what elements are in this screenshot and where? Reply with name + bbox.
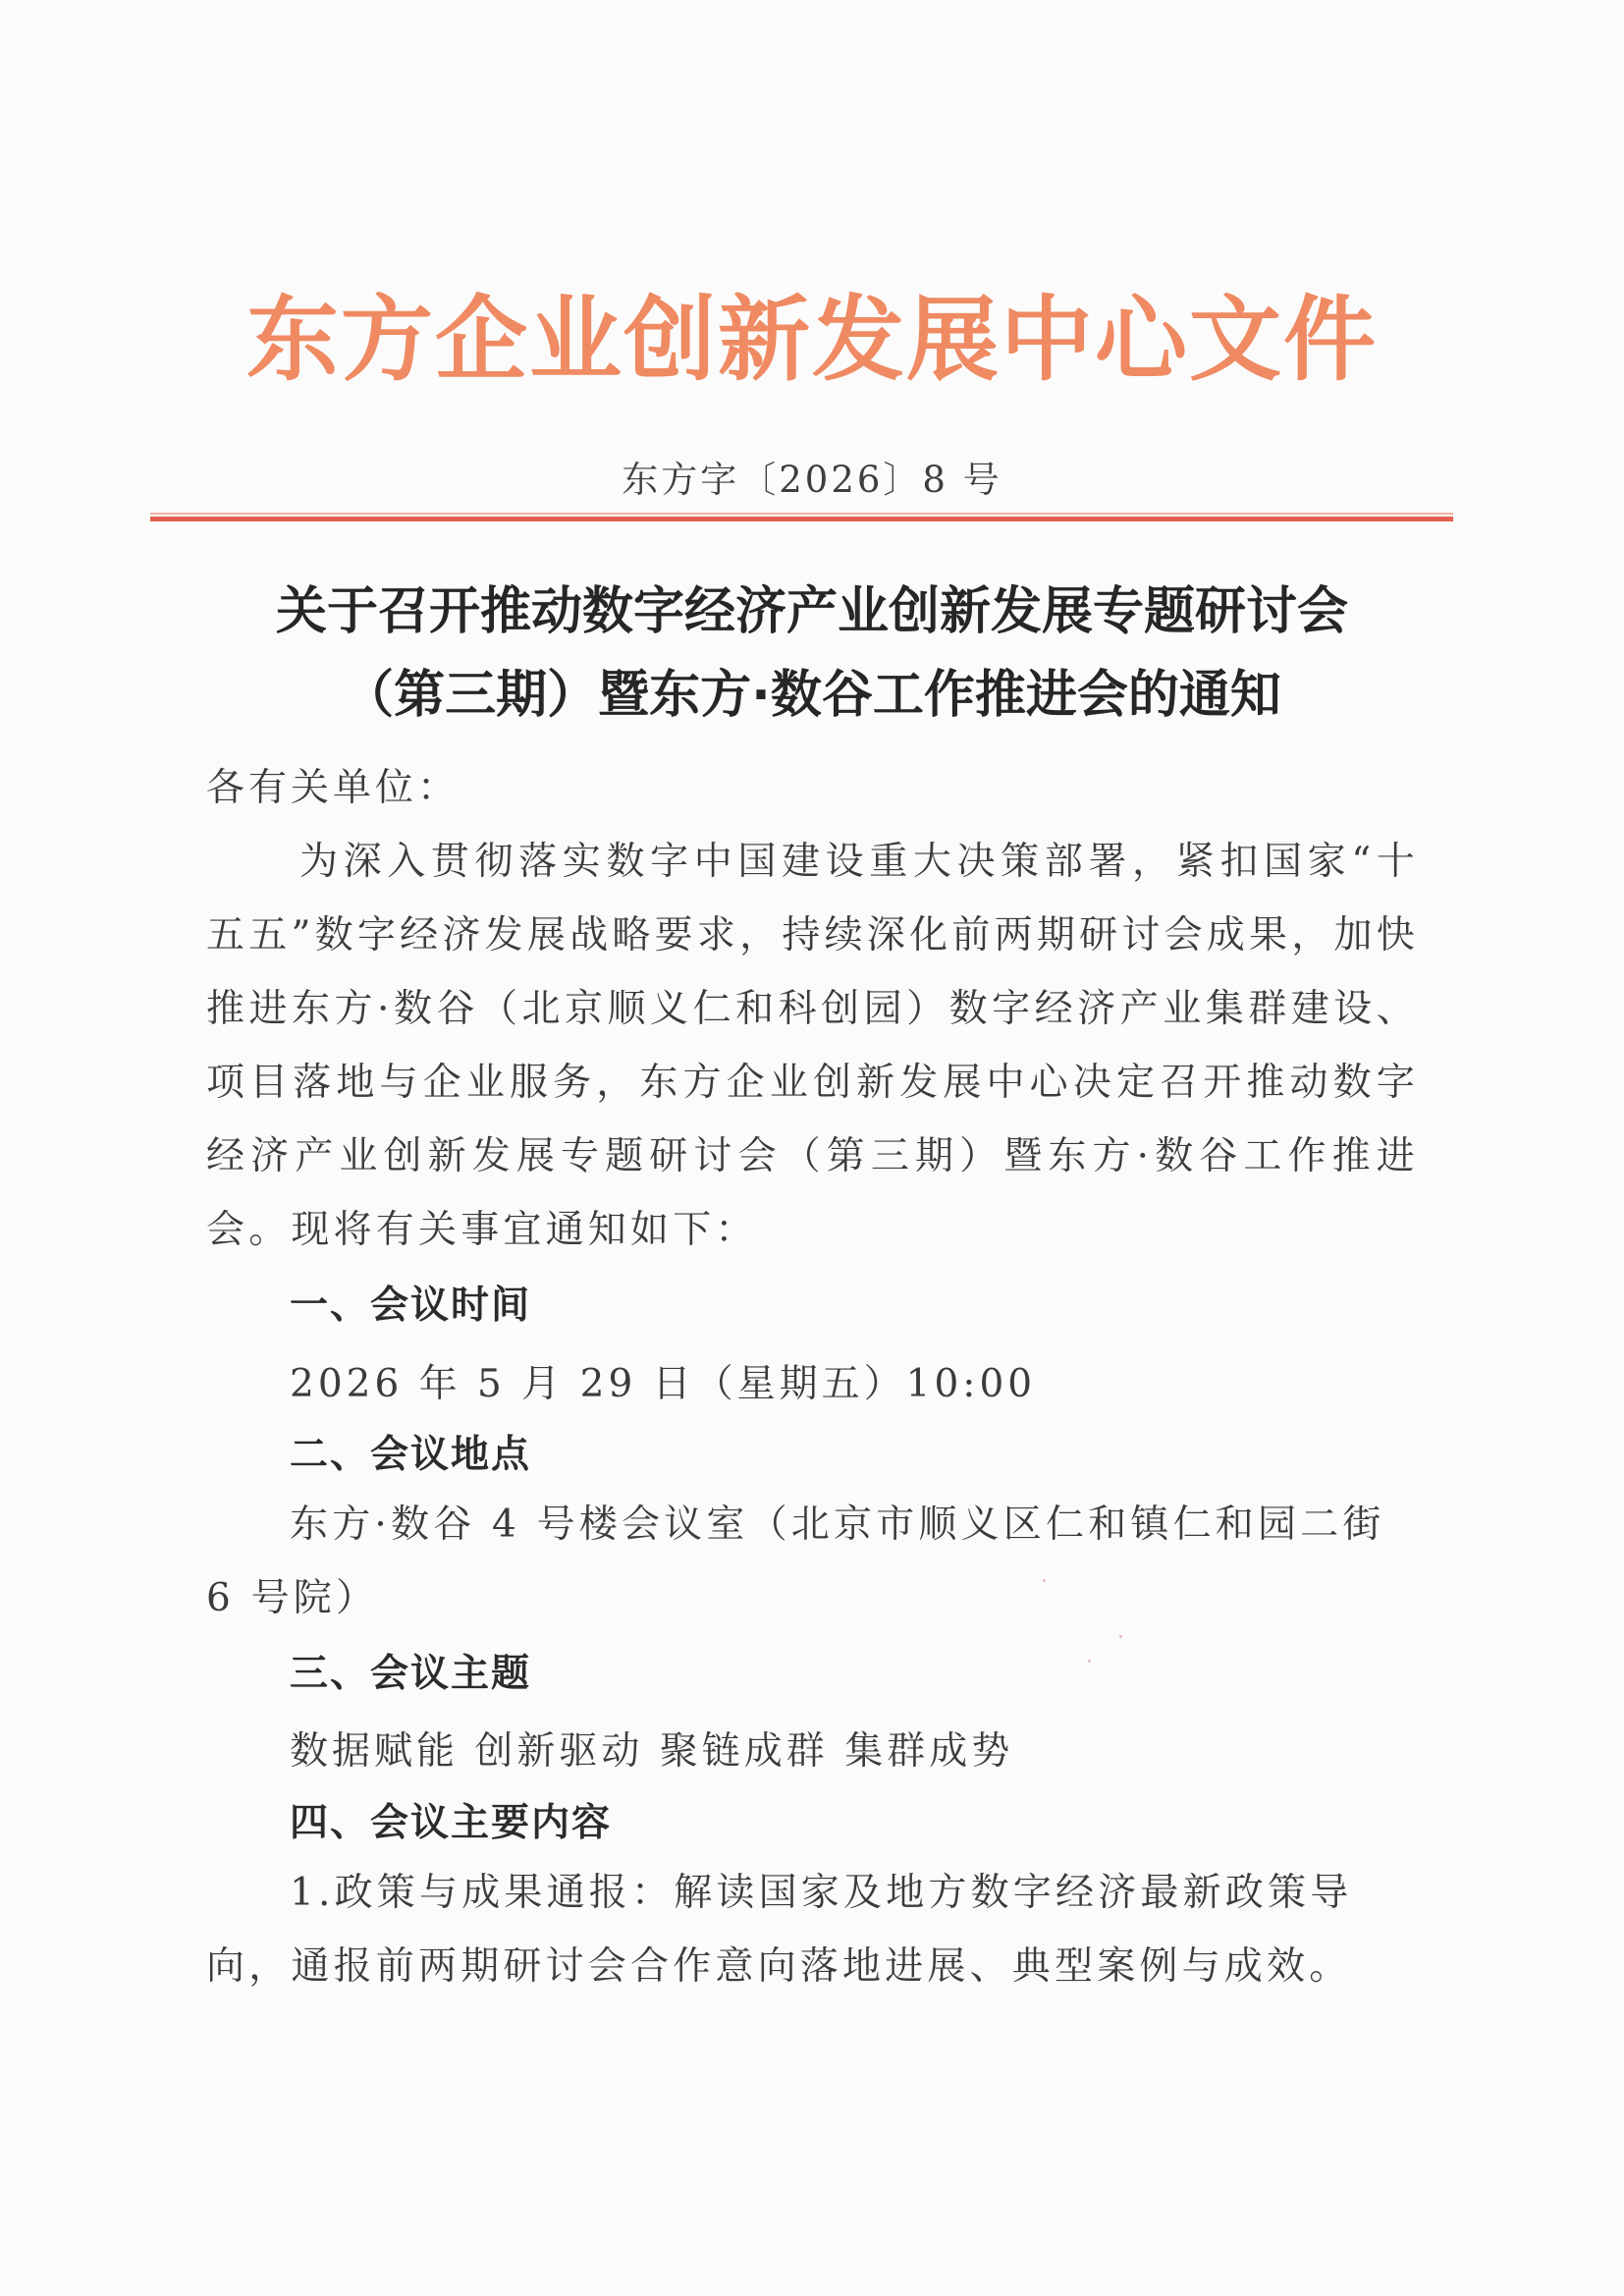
section-heading-time: 一、会议时间 (290, 1284, 532, 1328)
scan-speck (1119, 1635, 1122, 1638)
meeting-theme: 数据赋能 创新驱动 聚链成群 集群成势 (290, 1729, 1014, 1774)
section-heading-place: 二、会议地点 (290, 1433, 532, 1477)
meeting-place: 东方·数谷 4 号楼会议室（北京市顺义区仁和镇仁和园二街 6 号院） (206, 1503, 1385, 1620)
salutation: 各有关单位： (206, 766, 460, 810)
notice-title-line1: 关于召开推动数字经济产业创新发展专题研讨会 (275, 582, 1348, 641)
meeting-time: 2026 年 5 月 29 日（星期五）10:00 (290, 1362, 1037, 1406)
section-heading-content: 四、会议主要内容 (290, 1801, 613, 1845)
section-heading-theme: 三、会议主题 (290, 1652, 532, 1696)
content-item-1: 1.政策与成果通报：解读国家及地方数字经济最新政策导向，通报前两期研讨会合作意向落地进展、典型案例与成效。 (206, 1871, 1353, 1989)
intro-paragraph: 为深入贯彻落实数字中国建设重大决策部署，紧扣国家“十五五”数字经济发展战略要求，持续深化前两期研讨会成果，加快推进东方·数谷（北京顺义仁和科创园）数字经济产业集群建设、项目落地与企业服务，东方企业创新发展中心决定召开推动数字经济产业创新发展专题研讨会（第三期）暨东方·数谷工作推进会。现将有关事宜通知如下： (206, 840, 1419, 1252)
notice-title-line2: （第三期）暨东方·数谷工作推进会的通知 (343, 666, 1281, 725)
org-document-header: 东方企业创新发展中心文件 (245, 287, 1378, 394)
document-number: 东方字〔2026〕8 号 (622, 459, 1002, 501)
header-red-rule (150, 517, 1453, 521)
header-rule-shadow (150, 513, 1453, 515)
scan-speck (1043, 1579, 1046, 1582)
scan-speck (1088, 1660, 1091, 1663)
